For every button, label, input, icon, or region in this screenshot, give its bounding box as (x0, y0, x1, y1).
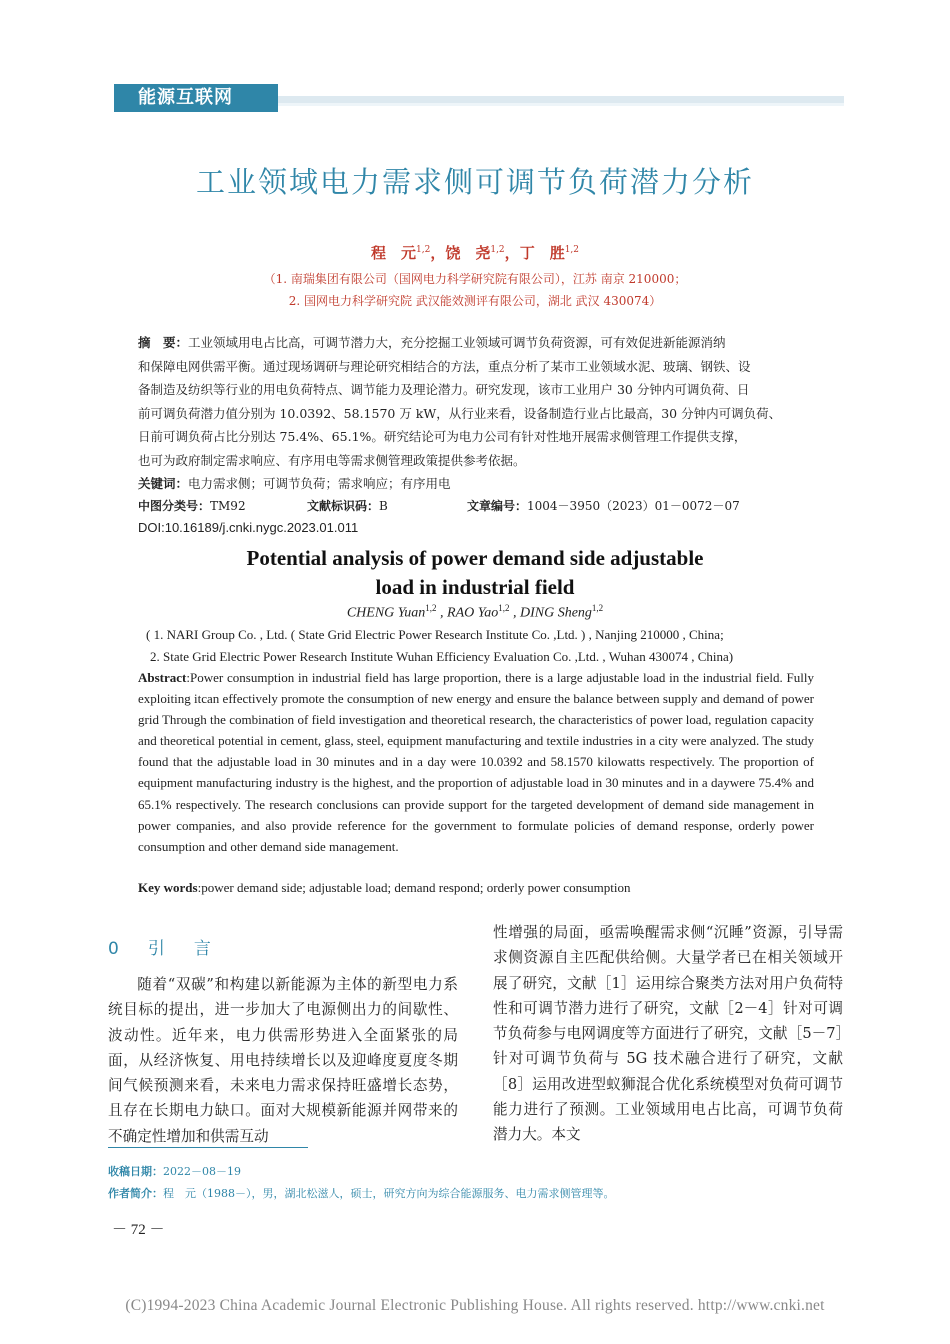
author-cn: 丁 胜 (519, 244, 565, 262)
author-cn-sup: 1,2 (415, 245, 431, 255)
affiliation-cn: 2. 国网电力科学研究院 武汉能效测评有限公司，湖北 武汉 430074） (288, 294, 662, 308)
keywords-cn: 关键词：电力需求侧；可调节负荷；需求响应；有序用电 (138, 476, 451, 491)
clc-number: 中图分类号：TM92 (138, 499, 246, 513)
header-rule (278, 96, 844, 103)
abstract-cn-line: 前可调负荷潜力值分别为 10.0392、58.1570 万 kW，从行业来看，设备制造行业占比最高，30 分钟内可调负荷、 (138, 405, 782, 421)
author-cn-sup: 1,2 (490, 245, 505, 255)
copyright-notice: (C)1994-2023 China Academic Journal Electronic Publishing House. All rights reserved. http://www.cnki.net (125, 1297, 825, 1314)
affiliation-cn: （1. 南瑞集团有限公司（国网电力科学研究院有限公司），江苏 南京 210000； (263, 272, 687, 286)
author-sep: ， (430, 244, 446, 262)
author-cn: 程 元 (370, 244, 416, 262)
affiliation-en: 2. State Grid Electric Power Research Institute Wuhan Efficiency Evaluation Co. ,Ltd. , Wuhan 430074 , China) (150, 649, 734, 664)
title-cn: 工业领域电力需求侧可调节负荷潜力分析 (195, 165, 754, 199)
author-bio: 作者简介：程 元（1988－），男，湖北松滋人，硕士，研究方向为综合能源服务、电力需求侧管理等。 (108, 1187, 615, 1200)
abstract-cn-line: 和保障电网供需平衡。通过现场调研与理论研究相结合的方法，重点分析了某市工业领域水泥、玻璃、钢铁、设 (138, 358, 751, 374)
body-column-left: 随着“双碳”和构建以新能源为主体的新型电力系统目标的提出，进一步加大了电源侧出力的间歇性、波动性。近年来，电力供需形势进入全面紧张的局面，从经济恢复、用电持续增长以及迎峰度夏度冬期间气候预测来看，未来电力需求保持旺盛增长态势，且存在长期电力缺口。面对大规模新能源并网带来的不确定性增加和供需互动 (108, 976, 458, 1145)
title-en: Potential analysis of power demand side adjustable load in industrial field (246, 546, 704, 599)
abstract-cn-line: 也可为政府制定需求响应、有序用电等需求侧管理政策提供参考依据。 (138, 452, 526, 468)
abstract-cn-line: 备制造及纺织等行业的用电负荷特点、调节能力及理论潜力。研究发现，该市工业用户 30 分钟内可调负荷、日 (138, 382, 750, 397)
section-heading: 0 引 言 (108, 939, 217, 959)
abstract-cn-line: 日前可调负荷占比分别达 75.4%、65.1%。研究结论可为电力公司有针对性地开展需求侧管理工作提供支撑， (138, 429, 747, 444)
section-tag: 能源互联网 (114, 84, 278, 112)
author-cn: 饶 尧 (445, 244, 491, 262)
author-cn-sup: 1,2 (564, 245, 580, 255)
footnote-rule (108, 1147, 308, 1148)
abstract-cn (138, 331, 813, 496)
authors-cn (0, 242, 950, 263)
doc-code: 文献标识码：B (307, 499, 388, 513)
article-number: 文章编号：1004－3950（2023）01－0072－07 (467, 499, 740, 513)
received-date: 收稿日期：2022－08－19 (108, 1165, 241, 1178)
page-number: － 72 － (112, 1222, 165, 1238)
abstract-cn-line: 摘 要：工业领域用电占比高，可调节潜力大，充分挖掘工业领域可调节负荷资源，可有效促进新能源消纳 (138, 335, 726, 350)
abstract-en-label: Abstract (138, 670, 187, 685)
keywords-cn-label: 关键词： (138, 476, 189, 491)
body-column-right: 性增强的局面，亟需唤醒需求侧“沉睡”资源，引导需求侧资源自主匹配供给侧。大量学者已在相关领域开展了研究，文献［1］运用综合聚类方法对用户负荷特性和可调节潜力进行了研究，文献［2－4］针对可调节负荷参与电网调度等方面进行了研究，文献［5－7］针对可调节负荷与 5G 技术融合进行了研究，文献［8］运用改进型蚁狮混合优化系统模型对负荷可调节能力进行了预测。工业领域用电占比高，可调节负荷潜力大。本文 (493, 924, 843, 1144)
author-sep: ， (504, 244, 520, 262)
abstract-cn-label: 摘 要： (138, 335, 189, 350)
affiliation-en: ( 1. NARI Group Co. , Ltd. ( State Grid Electric Power Research Institute Co. ,Ltd. ) , Nanjing 210000 , China; (146, 627, 724, 642)
authors-en: CHENG Yuan$^{1,2}$ , RAO Yao$^{1,2}$ , DING Sheng$^{1,2}$ (346, 603, 604, 621)
keywords-en: Key words:power demand side; adjustable load; demand respond; orderly power consumption (138, 880, 631, 895)
header-rule-light (278, 103, 844, 106)
abstract-en: Abstract:Power consumption in industrial field has large proportion, there is a large adjustable load in the industrial field. Fully exploiting itcan effectively promote the consumption of new energy and ensure the balance between supply and demand of power grid Through the combination of field investigation and theoretical research, the characteristics of power load, regulation capacity and theoretical potential in cement, glass, steel, equipment manufacturing and textile industries in a city were analyzed. The study found that the adjustable load in 30 minutes and in a day were 10.0392 and 58.1570 kilowatts respectively. The proportion of equipment manufacturing industry is the highest, and the proportion of adjustable load in 30 minutes and in a daywere 75.4% and 65.1% respectively. The research conclusions can provide support for the targeted development of demand side management in power companies, and also provide reference for the government to formulate policies of demand response, orderly power consumption and other demand side management. (138, 670, 814, 854)
doi: DOI:10.16189/j.cnki.nygc.2023.01.011 (138, 520, 359, 535)
